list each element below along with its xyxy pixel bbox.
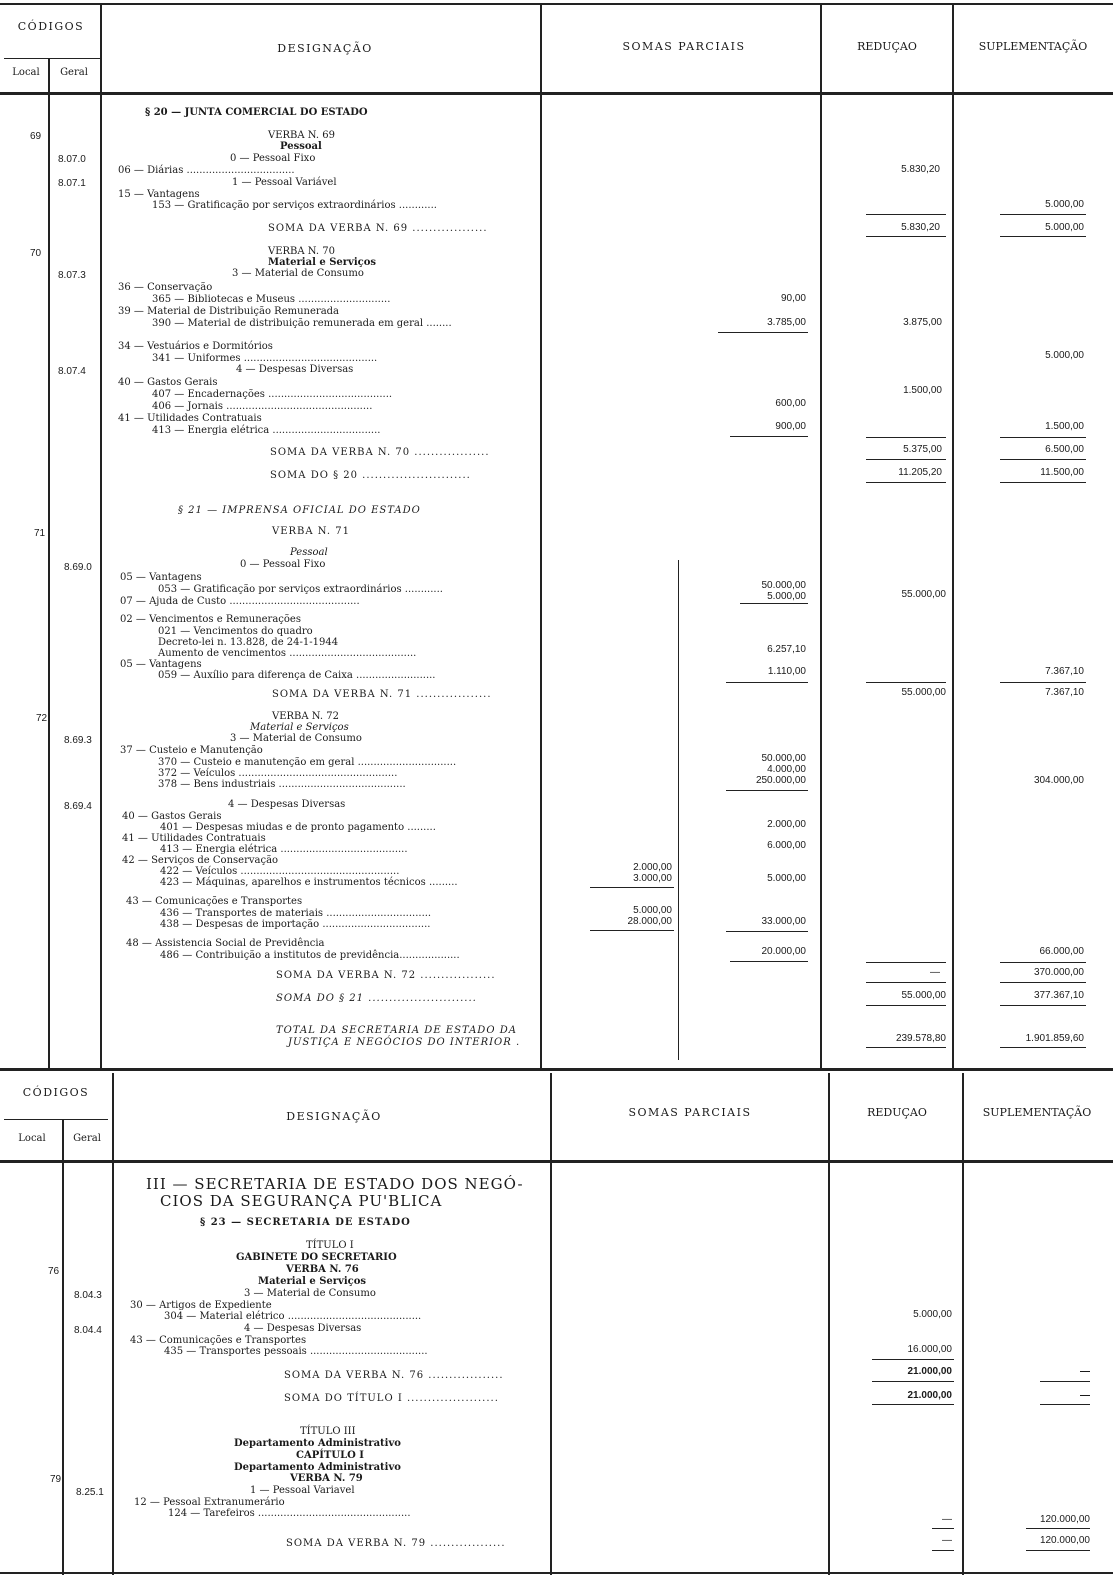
suplementacao-value: 5.000,00 bbox=[1045, 350, 1084, 361]
line-item: 422 — Veículos .................................................. bbox=[160, 866, 400, 877]
reducao-value: 11.205,20 bbox=[898, 467, 942, 478]
header-suplementacao: SUPLEMENTAÇÃO bbox=[978, 40, 1088, 53]
suplementacao-value: 304.000,00 bbox=[1033, 775, 1084, 786]
section-title: § 20 — JUNTA COMERCIAL DO ESTADO bbox=[145, 107, 368, 118]
line-item: 15 — Vantagens bbox=[118, 189, 200, 200]
line-item: 438 — Despesas de importação .................................. bbox=[160, 919, 431, 930]
parcial-value: 33.000,00 bbox=[761, 916, 806, 927]
header-codigos: CÓDIGOS bbox=[22, 1086, 90, 1099]
line-item: 401 — Despesas miudas e de pronto pagamento ......... bbox=[160, 822, 436, 833]
parcial-value: 2.000,00 bbox=[767, 819, 806, 830]
geral-code: 8.07.0 bbox=[58, 154, 86, 165]
parcial-value: 3.000,00 bbox=[633, 873, 672, 884]
suplementacao-value: 6.500,00 bbox=[1045, 444, 1084, 455]
category-label: Pessoal bbox=[290, 547, 328, 558]
reducao-value: 55.000,00 bbox=[901, 990, 946, 1001]
parcial-value: 50.000,00 bbox=[761, 753, 806, 764]
reducao-value: 239.578,80 bbox=[895, 1033, 946, 1044]
line-item: 12 — Pessoal Extranumerário bbox=[134, 1497, 285, 1508]
header-reducao: REDUÇAO bbox=[857, 40, 917, 53]
departamento-label: Departamento Administrativo bbox=[234, 1438, 401, 1449]
soma-titulo: SOMA DO TÍTULO I ...................... bbox=[284, 1393, 499, 1404]
suplementacao-value: 120.000,00 bbox=[1039, 1535, 1090, 1546]
reducao-value: 5.830,20 bbox=[901, 222, 940, 233]
suplementacao-value: — bbox=[1080, 1390, 1090, 1401]
line-item: 021 — Vencimentos do quadro bbox=[158, 626, 313, 637]
soma-verba: SOMA DA VERBA N. 70 .................. bbox=[270, 447, 490, 458]
reducao-value: 55.000,00 bbox=[901, 589, 946, 600]
reducao-value: — bbox=[942, 1514, 952, 1525]
category-label: Material e Serviços bbox=[268, 257, 377, 268]
total-line-2: JUSTIÇA E NEGÓCIOS DO INTERIOR . bbox=[288, 1037, 521, 1048]
reducao-value: 55.000,00 bbox=[901, 687, 946, 698]
suplementacao-value: 7.367,10 bbox=[1045, 666, 1084, 677]
line-item: 0 — Pessoal Fixo bbox=[240, 559, 326, 570]
reducao-value: 3.875,00 bbox=[903, 317, 942, 328]
line-item: 30 — Artigos de Expediente bbox=[130, 1300, 272, 1311]
parcial-value: 5.000,00 bbox=[633, 905, 672, 916]
line-item: 42 — Serviços de Conservação bbox=[122, 855, 279, 866]
category-label: Material e Serviços bbox=[250, 722, 349, 733]
geral-code: 8.07.1 bbox=[58, 178, 86, 189]
parcial-value: 600,00 bbox=[775, 398, 806, 409]
soma-verba: SOMA DA VERBA N. 76 .................. bbox=[284, 1370, 504, 1381]
line-item: 36 — Conservação bbox=[118, 282, 213, 293]
line-item: 41 — Utilidades Contratuais bbox=[118, 413, 262, 424]
line-item: 05 — Vantagens bbox=[120, 659, 202, 670]
suplementacao-value: 7.367,10 bbox=[1045, 687, 1084, 698]
parcial-value: 2.000,00 bbox=[633, 862, 672, 873]
category-label: Material e Serviços bbox=[258, 1276, 367, 1287]
reducao-value: — bbox=[930, 967, 940, 978]
verba-title: VERBA N. 79 bbox=[290, 1473, 363, 1484]
line-item: 34 — Vestuários e Dormitórios bbox=[118, 341, 273, 352]
geral-code: 8.69.3 bbox=[64, 735, 92, 746]
local-code: 72 bbox=[36, 713, 48, 724]
section-title: § 21 — IMPRENSA OFICIAL DO ESTADO bbox=[178, 505, 421, 516]
parcial-value: 90,00 bbox=[780, 293, 806, 304]
soma-verba: SOMA DA VERBA N. 71 .................. bbox=[272, 689, 492, 700]
soma-paragrafo: SOMA DO § 21 .......................... bbox=[276, 993, 477, 1004]
line-item: 0 — Pessoal Fixo bbox=[230, 153, 316, 164]
line-item: 372 — Veículos .................................................. bbox=[158, 768, 398, 779]
header-reducao: REDUÇAO bbox=[867, 1106, 927, 1119]
line-item: 124 — Tarefeiros ................................................ bbox=[168, 1508, 411, 1519]
secretaria-heading: CIOS DA SEGURANÇA PU'BLICA bbox=[160, 1192, 443, 1210]
section-title: § 23 — SECRETARIA DE ESTADO bbox=[200, 1217, 411, 1228]
line-item: 40 — Gastos Gerais bbox=[118, 377, 218, 388]
suplementacao-value: 120.000,00 bbox=[1039, 1514, 1090, 1525]
local-code: 79 bbox=[50, 1474, 62, 1485]
soma-verba: SOMA DA VERBA N. 69 .................. bbox=[268, 223, 488, 234]
geral-code: 8.07.3 bbox=[58, 270, 86, 281]
line-item: 43 — Comunicações e Transportes bbox=[130, 1335, 307, 1346]
parcial-value: 5.000,00 bbox=[767, 873, 806, 884]
table-header bbox=[0, 0, 1113, 95]
reducao-value: 5.830,20 bbox=[901, 164, 940, 175]
line-item: 07 — Ajuda de Custo ......................................... bbox=[120, 596, 360, 607]
suplementacao-value: 1.500,00 bbox=[1045, 421, 1084, 432]
line-item: Decreto-lei n. 13.828, de 24-1-1944 bbox=[158, 637, 339, 648]
verba-title: VERBA N. 76 bbox=[286, 1264, 359, 1275]
suplementacao-value: 377.367,10 bbox=[1033, 990, 1084, 1001]
geral-code: 8.07.4 bbox=[58, 366, 86, 377]
header-somas-parciais: SOMAS PARCIAIS bbox=[628, 1106, 752, 1119]
local-code: 76 bbox=[48, 1266, 60, 1277]
line-item: 06 — Diárias .................................. bbox=[118, 165, 295, 176]
departamento-label: Departamento Administrativo bbox=[234, 1462, 401, 1473]
header-designacao: DESIGNAÇÃO bbox=[286, 1110, 382, 1123]
line-item: 3 — Material de Consumo bbox=[230, 733, 362, 744]
parcial-value: 50.000,00 bbox=[761, 580, 806, 591]
line-item: Aumento de vencimentos ........................................ bbox=[158, 648, 417, 659]
geral-code: 8.69.0 bbox=[64, 562, 92, 573]
soma-verba: SOMA DA VERBA N. 72 .................. bbox=[276, 970, 496, 981]
geral-code: 8.04.4 bbox=[74, 1325, 102, 1336]
line-item: 43 — Comunicações e Transportes bbox=[126, 896, 303, 907]
verba-title: VERBA N. 71 bbox=[272, 526, 350, 537]
line-item: 407 — Encadernações ....................................... bbox=[152, 389, 393, 400]
soma-verba: SOMA DA VERBA N. 79 .................. bbox=[286, 1538, 506, 1549]
parcial-value: 250.000,00 bbox=[755, 775, 806, 786]
parcial-value: 5.000,00 bbox=[767, 591, 806, 602]
soma-paragrafo: SOMA DO § 20 .......................... bbox=[270, 470, 471, 481]
geral-code: 8.69.4 bbox=[64, 801, 92, 812]
verba-title: VERBA N. 70 bbox=[268, 246, 335, 257]
line-item: 059 — Auxílio para diferença de Caixa ......................... bbox=[158, 670, 436, 681]
local-code: 71 bbox=[34, 528, 46, 539]
verba-title: VERBA N. 72 bbox=[272, 711, 339, 722]
suplementacao-value: 5.000,00 bbox=[1045, 222, 1084, 233]
line-item: 304 — Material elétrico .......................................... bbox=[164, 1311, 422, 1322]
titulo-label: TÍTULO I bbox=[306, 1240, 354, 1251]
suplementacao-value: 11.500,00 bbox=[1040, 467, 1084, 478]
parcial-value: 1.110,00 bbox=[767, 666, 806, 677]
suplementacao-value: — bbox=[1080, 1366, 1090, 1377]
parcial-value: 3.785,00 bbox=[767, 317, 806, 328]
line-item: 423 — Máquinas, aparelhos e instrumentos técnicos ......... bbox=[160, 877, 458, 888]
line-item: 1 — Pessoal Variável bbox=[232, 177, 337, 188]
reducao-value: 21.000,00 bbox=[907, 1390, 952, 1401]
line-item: 370 — Custeio e manutenção em geral ............................... bbox=[158, 757, 457, 768]
geral-code: 8.25.1 bbox=[76, 1487, 104, 1498]
line-item: 40 — Gastos Gerais bbox=[122, 811, 222, 822]
line-item: 435 — Transportes pessoais ..................................... bbox=[164, 1346, 428, 1357]
header-local: Local bbox=[12, 67, 40, 78]
line-item: 413 — Energia elétrica ........................................ bbox=[160, 844, 408, 855]
line-item: 378 — Bens industriais ........................................ bbox=[158, 779, 406, 790]
line-item: 390 — Material de distribuição remunerada em geral ........ bbox=[152, 318, 452, 329]
line-item: 3 — Material de Consumo bbox=[244, 1288, 376, 1299]
line-item: 3 — Material de Consumo bbox=[232, 268, 364, 279]
line-item: 341 — Uniformes .......................................... bbox=[152, 353, 378, 364]
header-geral: Geral bbox=[60, 67, 88, 78]
capitulo-label: CAPÍTULO I bbox=[296, 1450, 364, 1461]
line-item: 1 — Pessoal Variavel bbox=[250, 1485, 355, 1496]
header-designacao: DESIGNAÇÃO bbox=[277, 42, 373, 55]
reducao-value: 1.500,00 bbox=[903, 385, 942, 396]
line-item: 37 — Custeio e Manutenção bbox=[120, 745, 263, 756]
parcial-value: 6.000,00 bbox=[767, 840, 806, 851]
parcial-value: 20.000,00 bbox=[761, 946, 806, 957]
verba-title: VERBA N. 69 bbox=[268, 130, 335, 141]
line-item: 4 — Despesas Diversas bbox=[236, 364, 354, 375]
suplementacao-value: 370.000,00 bbox=[1033, 967, 1084, 978]
line-item: 153 — Gratificação por serviços extraordinários ............ bbox=[152, 200, 437, 211]
header-codigos: CÓDIGOS bbox=[17, 20, 85, 33]
reducao-value: 16.000,00 bbox=[907, 1344, 952, 1355]
line-item: 486 — Contribuição a institutos de previdência................... bbox=[160, 950, 460, 961]
line-item: 4 — Despesas Diversas bbox=[228, 799, 346, 810]
line-item: 413 — Energia elétrica .................................. bbox=[152, 425, 381, 436]
line-item: 41 — Utilidades Contratuais bbox=[122, 833, 266, 844]
parcial-value: 6.257,10 bbox=[767, 644, 806, 655]
header-suplementacao: SUPLEMENTAÇÃO bbox=[982, 1106, 1092, 1119]
parcial-value: 28.000,00 bbox=[627, 916, 672, 927]
header-local: Local bbox=[18, 1133, 46, 1144]
line-item: 406 — Jornais .............................................. bbox=[152, 401, 373, 412]
geral-code: 8.04.3 bbox=[74, 1290, 102, 1301]
line-item: 436 — Transportes de materiais ................................. bbox=[160, 908, 432, 919]
reducao-value: 21.000,00 bbox=[907, 1366, 952, 1377]
gabinete-label: GABINETE DO SECRETARIO bbox=[236, 1252, 397, 1263]
suplementacao-value: 1.901.859,60 bbox=[1025, 1033, 1084, 1044]
reducao-value: 5.000,00 bbox=[913, 1309, 952, 1320]
category-label: Pessoal bbox=[280, 141, 322, 152]
suplementacao-value: 66.000,00 bbox=[1039, 946, 1084, 957]
reducao-value: — bbox=[942, 1535, 952, 1546]
reducao-value: 5.375,00 bbox=[903, 444, 942, 455]
parcial-value: 900,00 bbox=[775, 421, 806, 432]
header-somas-parciais: SOMAS PARCIAIS bbox=[622, 40, 746, 53]
local-code: 69 bbox=[30, 131, 42, 142]
table-header-2 bbox=[0, 1071, 1113, 1161]
line-item: 48 — Assistencia Social de Previdência bbox=[126, 938, 325, 949]
line-item: 4 — Despesas Diversas bbox=[244, 1323, 362, 1334]
header-geral: Geral bbox=[73, 1133, 101, 1144]
line-item: 39 — Material de Distribuição Remunerada bbox=[118, 306, 340, 317]
line-item: 05 — Vantagens bbox=[120, 572, 202, 583]
parcial-value: 4.000,00 bbox=[767, 764, 806, 775]
total-line-1: TOTAL DA SECRETARIA DE ESTADO DA bbox=[276, 1025, 517, 1036]
suplementacao-value: 5.000,00 bbox=[1045, 199, 1084, 210]
line-item: 02 — Vencimentos e Remunerações bbox=[120, 614, 301, 625]
line-item: 365 — Bibliotecas e Museus ............................. bbox=[152, 294, 391, 305]
secretaria-heading: III — SECRETARIA DE ESTADO DOS NEGÓ- bbox=[146, 1175, 524, 1193]
line-item: 053 — Gratificação por serviços extraordinários ............ bbox=[158, 584, 443, 595]
titulo-label: TÍTULO III bbox=[300, 1426, 356, 1437]
local-code: 70 bbox=[30, 248, 42, 259]
